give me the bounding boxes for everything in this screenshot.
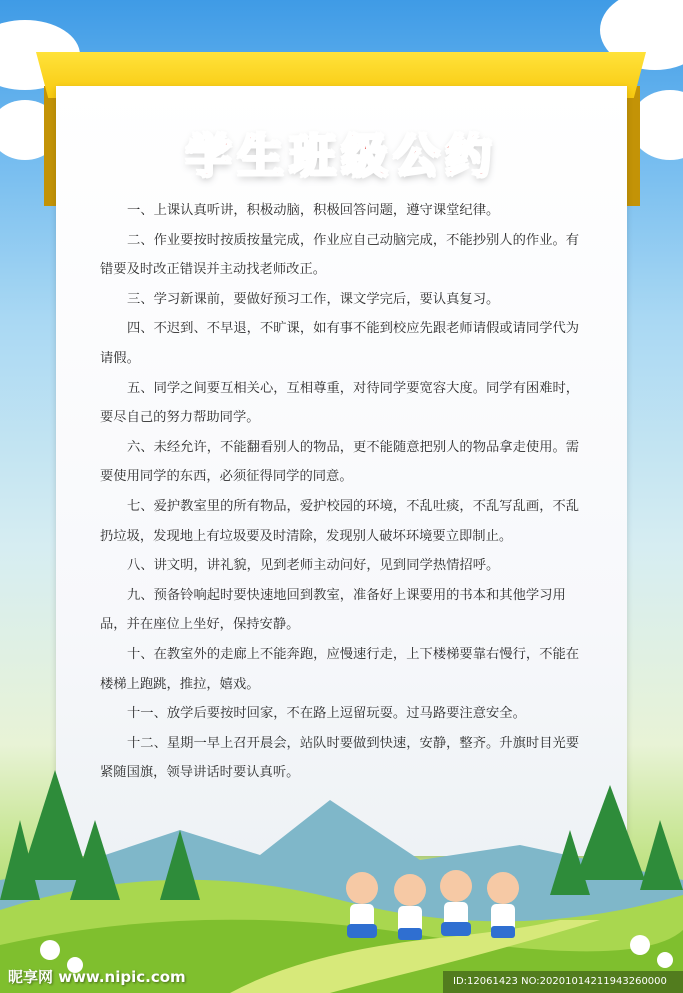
poster-title: 学生班级公约 bbox=[185, 129, 498, 183]
rules-list bbox=[100, 196, 584, 788]
child-shorts bbox=[398, 928, 422, 940]
child-shorts bbox=[491, 926, 515, 938]
child-skirt bbox=[347, 924, 377, 938]
watermark-site: 昵享网 www.nipic.com bbox=[8, 968, 186, 986]
landscape-illustration bbox=[0, 760, 683, 993]
watermark-id-bar: ID:12061423 NO:20201014211943260000 bbox=[443, 971, 683, 993]
rule-item: 一、上课认真听讲，积极动脑，积极回答问题，遵守课堂纪律。 bbox=[127, 203, 500, 218]
child-head bbox=[346, 872, 378, 904]
child-head bbox=[394, 874, 426, 906]
rule-item: 六、未经允许，不能翻看别人的物品，更不能随意把别人的物品拿走使用。需要使用同学的东西，必须征得同学的同意。 bbox=[100, 439, 580, 485]
tree bbox=[575, 785, 645, 880]
child-head bbox=[487, 872, 519, 904]
child-skirt bbox=[441, 922, 471, 936]
rule-item: 十、在教室外的走廊上不能奔跑，应慢速行走，上下楼梯要靠右慢行，不能在楼梯上跑跳，推拉，嬉戏。 bbox=[100, 646, 580, 692]
rule-item: 二、作业要按时按质按量完成，作业应自己动脑完成，不能抄别人的作业。有错要及时改正错误并主动找老师改正。 bbox=[100, 232, 580, 278]
tree-group-right bbox=[550, 785, 683, 895]
rule-item: 十二、星期一早上召开晨会，站队时要做到快速，安静，整齐。升旗时目光要紧随国旗，领导讲话时要认真听。 bbox=[100, 735, 580, 781]
child-head bbox=[440, 870, 472, 902]
tree bbox=[640, 820, 683, 890]
rule-item: 九、预备铃响起时要快速地回到教室，准备好上课要用的书本和其他学习用品，并在座位上坐好，保持安静。 bbox=[100, 587, 566, 633]
rule-item: 四、不迟到、不早退，不旷课，如有事不能到校应先跟老师请假或请同学代为请假。 bbox=[100, 321, 580, 366]
rule-item: 三、学习新课前，要做好预习工作，课文学完后，要认真复习。 bbox=[127, 291, 500, 307]
rule-item: 十一、放学后要按时回家，不在路上逗留玩耍。过马路要注意安全。 bbox=[127, 706, 526, 722]
rule-item: 五、同学之间要互相关心，互相尊重，对待同学要宽容大度。同学有困难时，要尽自己的努力帮助同学。 bbox=[100, 380, 580, 426]
rule-item: 八、讲文明，讲礼貌，见到老师主动问好，见到同学热情招呼。 bbox=[127, 558, 500, 574]
rule-item: 七、爱护教室里的所有物品，爱护校园的环境，不乱吐痰，不乱写乱画，不乱扔垃圾，发现地上有垃圾要及时清除，发现别人破坏环境要立即制止。 bbox=[100, 498, 580, 544]
